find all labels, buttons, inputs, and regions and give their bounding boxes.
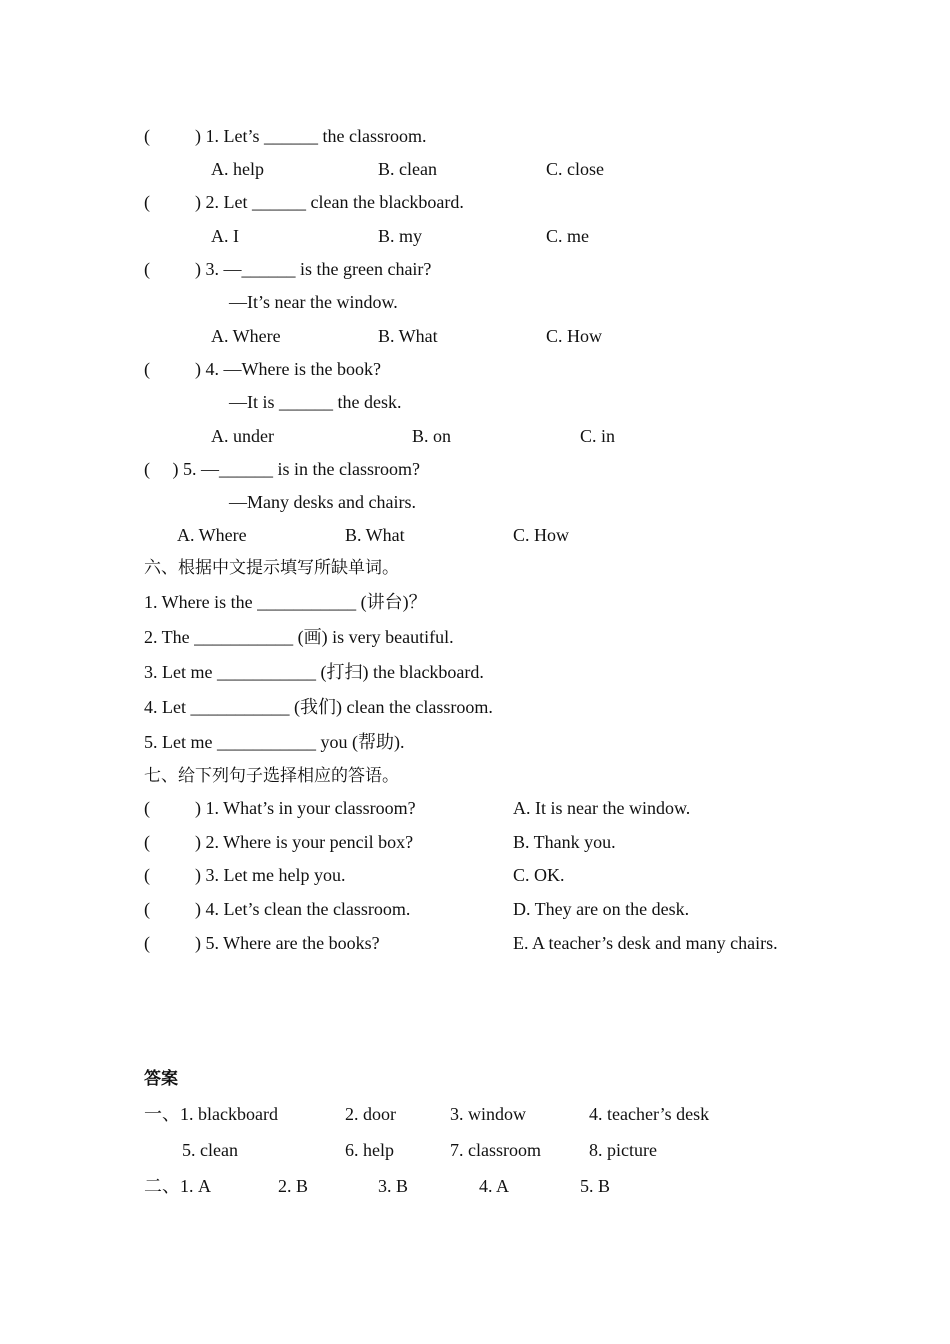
option-a: A. I bbox=[211, 226, 239, 246]
option-b: B. What bbox=[378, 326, 438, 346]
match-question-2: ( ) 2. Where is your pencil box? bbox=[144, 832, 414, 852]
answer-key-item: 5. clean bbox=[182, 1140, 238, 1160]
option-c: C. close bbox=[546, 159, 604, 179]
match-answer-a: A. It is near the window. bbox=[513, 798, 691, 818]
answer-key-item: 3. B bbox=[378, 1176, 409, 1196]
question-4-reply: —It is ______ the desk. bbox=[229, 392, 402, 412]
answer-key-item: 6. help bbox=[345, 1140, 394, 1160]
option-c: C. me bbox=[546, 226, 589, 246]
question-5: ( ) 5. —______ is in the classroom? bbox=[144, 459, 420, 479]
match-question-4: ( ) 4. Let’s clean the classroom. bbox=[144, 899, 411, 919]
option-c: C. How bbox=[513, 525, 570, 545]
option-a: A. under bbox=[211, 426, 274, 446]
answer-key-item: 2. door bbox=[345, 1104, 396, 1124]
section-7-heading: 七、给下列句子选择相应的答语。 bbox=[144, 766, 399, 786]
match-answer-d: D. They are on the desk. bbox=[513, 899, 690, 919]
question-2: ( ) 2. Let ______ clean the blackboard. bbox=[144, 192, 464, 212]
option-a: A. Where bbox=[211, 326, 281, 346]
answer-key-item: 7. classroom bbox=[450, 1140, 541, 1160]
match-question-3: ( ) 3. Let me help you. bbox=[144, 865, 346, 885]
question-1: ( ) 1. Let’s ______ the classroom. bbox=[144, 126, 427, 146]
fill-item-1: 1. Where is the ___________ (讲台)？ bbox=[144, 592, 427, 612]
option-a: A. help bbox=[211, 159, 264, 179]
option-b: B. What bbox=[345, 525, 405, 545]
match-question-1: ( ) 1. What’s in your classroom? bbox=[144, 798, 416, 818]
answer-key-item: 2. B bbox=[278, 1176, 309, 1196]
section-6-heading: 六、根据中文提示填写所缺单词。 bbox=[144, 558, 399, 578]
question-3: ( ) 3. —______ is the green chair? bbox=[144, 259, 432, 279]
answer-key-item: 二、1. A bbox=[144, 1176, 211, 1196]
match-question-5: ( ) 5. Where are the books? bbox=[144, 933, 380, 953]
option-b: B. on bbox=[412, 426, 452, 446]
match-answer-b: B. Thank you. bbox=[513, 832, 616, 852]
answer-key-item: 4. teacher’s desk bbox=[589, 1104, 710, 1124]
option-c: C. How bbox=[546, 326, 603, 346]
option-c: C. in bbox=[580, 426, 616, 446]
fill-item-5: 5. Let me ___________ you (帮助). bbox=[144, 732, 405, 752]
match-answer-c: C. OK. bbox=[513, 865, 565, 885]
question-5-reply: —Many desks and chairs. bbox=[229, 492, 416, 512]
option-a: A. Where bbox=[177, 525, 247, 545]
match-answer-e: E. A teacher’s desk and many chairs. bbox=[513, 933, 778, 953]
option-b: B. my bbox=[378, 226, 423, 246]
question-4: ( ) 4. —Where is the book? bbox=[144, 359, 381, 379]
option-b: B. clean bbox=[378, 159, 437, 179]
answer-key-item: 3. window bbox=[450, 1104, 526, 1124]
fill-item-4: 4. Let ___________ (我们) clean the classroom. bbox=[144, 697, 493, 717]
answer-key-item: 4. A bbox=[479, 1176, 510, 1196]
question-3-reply: —It’s near the window. bbox=[229, 292, 398, 312]
fill-item-3: 3. Let me ___________ (打扫) the blackboard. bbox=[144, 662, 484, 682]
answer-key-title: 答案 bbox=[144, 1069, 178, 1089]
fill-item-2: 2. The ___________ (画) is very beautiful. bbox=[144, 627, 454, 647]
answer-key-item: 8. picture bbox=[589, 1140, 657, 1160]
answer-key-item: 一、1. blackboard bbox=[144, 1104, 278, 1124]
answer-key-item: 5. B bbox=[580, 1176, 611, 1196]
